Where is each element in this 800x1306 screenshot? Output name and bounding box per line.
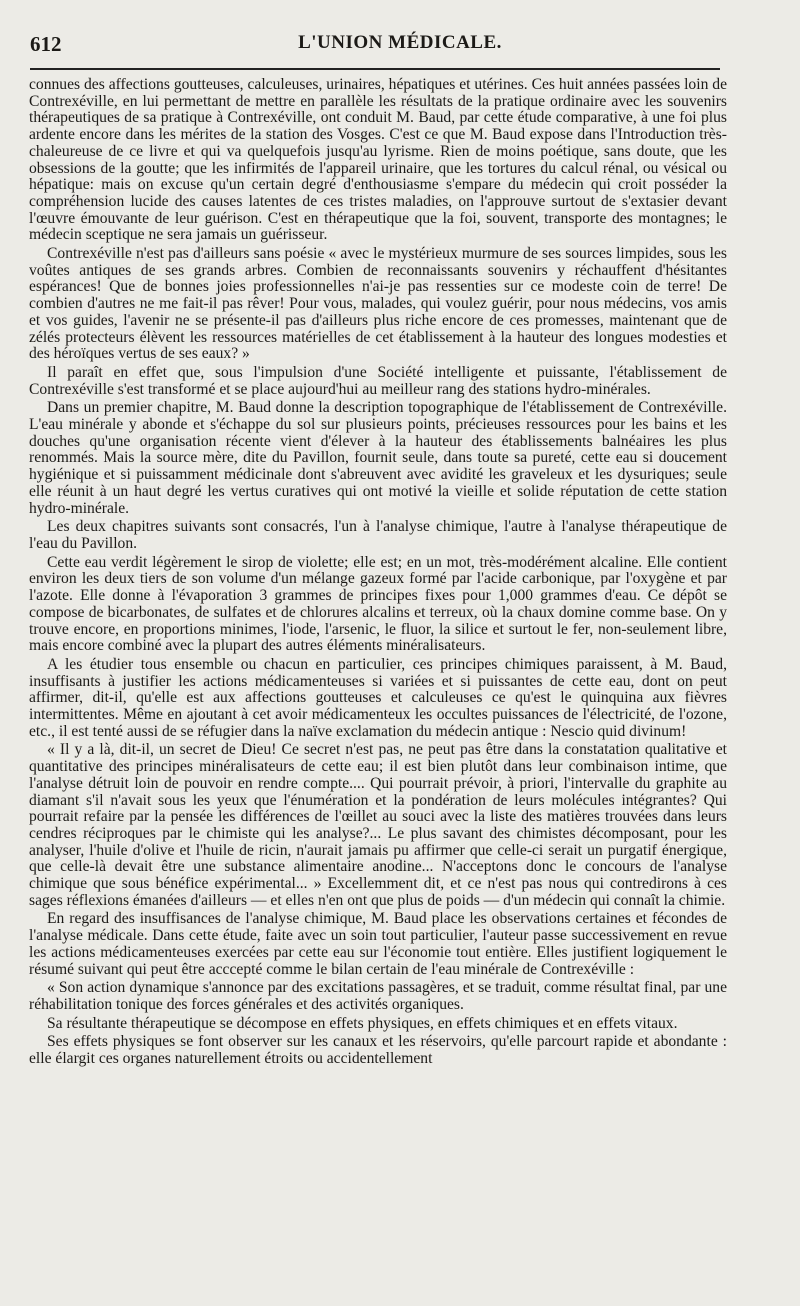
paragraph: Ses effets physiques se font observer sur les canaux et les réservoirs, qu'elle parcourt rapide et abondante : elle élargit ces organes naturellement étroits ou accidentellement xyxy=(29,1033,727,1068)
paragraph: Il paraît en effet que, sous l'impulsion d'une Société intelligente et puissante, l'établissement de Contrexéville s'est transformé et se place aujourd'hui au meilleur rang des stations hydro-minérales. xyxy=(29,363,727,398)
body-text xyxy=(29,77,727,1068)
header-rule xyxy=(30,68,720,70)
running-head: L'UNION MÉDICALE. xyxy=(298,32,502,53)
paragraph: En regard des insuffisances de l'analyse chimique, M. Baud place les observations certaines et fécondes de l'analyse médicale. Dans cette étude, faite avec un soin tout particulier, l'auteur passe successivement en revue les actions médicamenteuses exercées par cette eau sur l'économie tout entière. Elles justifient logiquement le résumé suivant qui peut être acccepté comme le bilan certain de l'eau minérale de Contrexéville : xyxy=(29,910,727,978)
paragraph: Dans un premier chapitre, M. Baud donne la description topographique de l'établissement de Contrexéville. L'eau minérale y abonde et s'échappe du sol sur plusieurs points, précieuses ressources pour les bains et les douches qu'une organisation récente vient d'élever à la hauteur des établissements balnéaires les plus renommés. Mais la source mère, dite du Pavillon, fournit seule, dans toute sa pureté, cette eau si doucement hygiénique et si puissamment médicinale dont s'abreuvent avec avidité les graveleux et les dysuriques; seule elle réunit à un haut degré les vertus curatives qui ont motivé la vieille et solide réputation de cette station hydro-minérale. xyxy=(29,399,727,517)
paragraph: A les étudier tous ensemble ou chacun en particulier, ces principes chimiques paraissent, à M. Baud, insuffisants à justifier les actions médicamenteuses si variées et si puissantes de cette eau, dont on peut affirmer, dit-il, qu'elle est aux affections goutteuses et calculeuses ce qu'est le quinquina aux fièvres intermittentes. Même en ajoutant à cet avoir médicamenteux les occultes puissances de l'électricité, de l'ozone, etc., il est tenté aussi de se réfugier dans la naïve exclamation du médecin antique : Nescio quid divinum! xyxy=(29,655,727,740)
paragraph: Cette eau verdit légèrement le sirop de violette; elle est; en un mot, très-modérément alcaline. Elle contient environ les deux tiers de son volume d'un mélange gazeux formé par l'acide carbonique, par l'oxygène et par l'azote. Elle donne à l'évaporation 3 grammes de principes fixes pour 1,000 grammes d'eau. Ce dépôt se compose de bicarbonates, de sulfates et de chlorures alcalins et terreux, où la chaux domine comme base. On y trouve encore, en proportions minimes, l'iode, l'arsenic, le fluor, la silice et surtout le fer, non-seulement libre, mais encore combiné avec la plupart des autres éléments minéralisateurs. xyxy=(29,553,727,655)
paragraph: Contrexéville n'est pas d'ailleurs sans poésie « avec le mystérieux murmure de ses sources limpides, sous les voûtes antiques de ses grands arbres. Combien de reconnaissants souvenirs y réchauffent d'hésitantes espérances! Que de bonnes joies professionnelles n'ai-je pas ressenties sur ce modeste coin de terre! De combien d'autres ne me fait-il pas rêver! Pour vous, malades, qui voulez guérir, pour nous médecins, vos amis et vos guides, l'avenir ne se présente-il pas d'ailleurs plus riche encore de ces promesses, maintenant que de zélés protecteurs élèvent les ressources matérielles de cet établissement à la hauteur des longues modesties et des héroïques vertus de ses eaux? » xyxy=(29,245,727,363)
paragraph: connues des affections goutteuses, calculeuses, urinaires, hépatiques et utérines. Ces huit années passées loin de Contrexéville, en lui permettant de mettre en parallèle les résultats de la pratique ordinaire avec les souvenirs thérapeutiques de sa pratique à Contrexéville, ont conduit M. Baud, par cette étude comparative, à une foi plus ardente encore dans les mérites de la station des Vosges. C'est ce que M. Baud expose dans l'Introduction très-chaleureuse de ce livre et qui va quelquefois jusqu'au lyrisme. Rien de moins poétique, sans doute, que les obsessions de la goutte; que les infirmités de l'appareil urinaire, que les tortures du calcul rénal, ou vésical ou hépatique: mais on excuse qu'un certain degré d'enthousiasme s'empare du médecin qui croit posséder la compréhension lucide des causes latentes de ces tristes maladies, on l'approuve surtout de s'extasier devant l'œuvre émouvante de leur guérison. C'est en thérapeutique que la foi, souvent, transporte des montagnes; le médecin sceptique ne sera jamais un guérisseur. xyxy=(29,76,727,244)
paragraph: « Son action dynamique s'annonce par des excitations passagères, et se traduit, comme résultat final, par une réhabilitation tonique des forces générales et des activités organiques. xyxy=(29,979,727,1013)
paragraph: Les deux chapitres suivants sont consacrés, l'un à l'analyse chimique, l'autre à l'analyse thérapeutique de l'eau du Pavillon. xyxy=(29,518,727,552)
paragraph: Sa résultante thérapeutique se décompose en effets physiques, en effets chimiques et en effets vitaux. xyxy=(47,1014,678,1032)
page-number: 612 xyxy=(30,32,62,56)
page-header xyxy=(30,32,770,56)
paragraph: « Il y a là, dit-il, un secret de Dieu! Ce secret n'est pas, ne peut pas être dans la constatation qualitative et quantitative des principes minéralisateurs de cette eau; il est bien plutôt dans leur combinaison intime, que l'analyse détruit loin de pouvoir en rendre compte.... Qui pourrait prévoir, à priori, l'intervalle du graphite au diamant s'il n'avait sous les yeux que l'énumération et la pondération de leurs molécules intégrantes? Qui pourrait refaire par la pensée les différences de l'œillet au souci avec la liste des matières trouvées dans leurs cendres réciproques par le chimiste qui les analyse?... Le plus savant des chimistes décomposant, pour les analyser, l'huile d'olive et l'huile de ricin, n'aurait jamais pu affirmer que celle-ci serait un purgatif énergique, que celle-là devait être une substance alimentaire anodine... N'acceptons donc le concours de l'analyse chimique que sous bénéfice expérimental... » Excellemment dit, et ce n'est pas nous qui contredirons à ces sages réflexions émanées d'ailleurs — et elles n'en ont que plus de poids — d'un médecin qui connaît la chimie. xyxy=(29,741,727,909)
